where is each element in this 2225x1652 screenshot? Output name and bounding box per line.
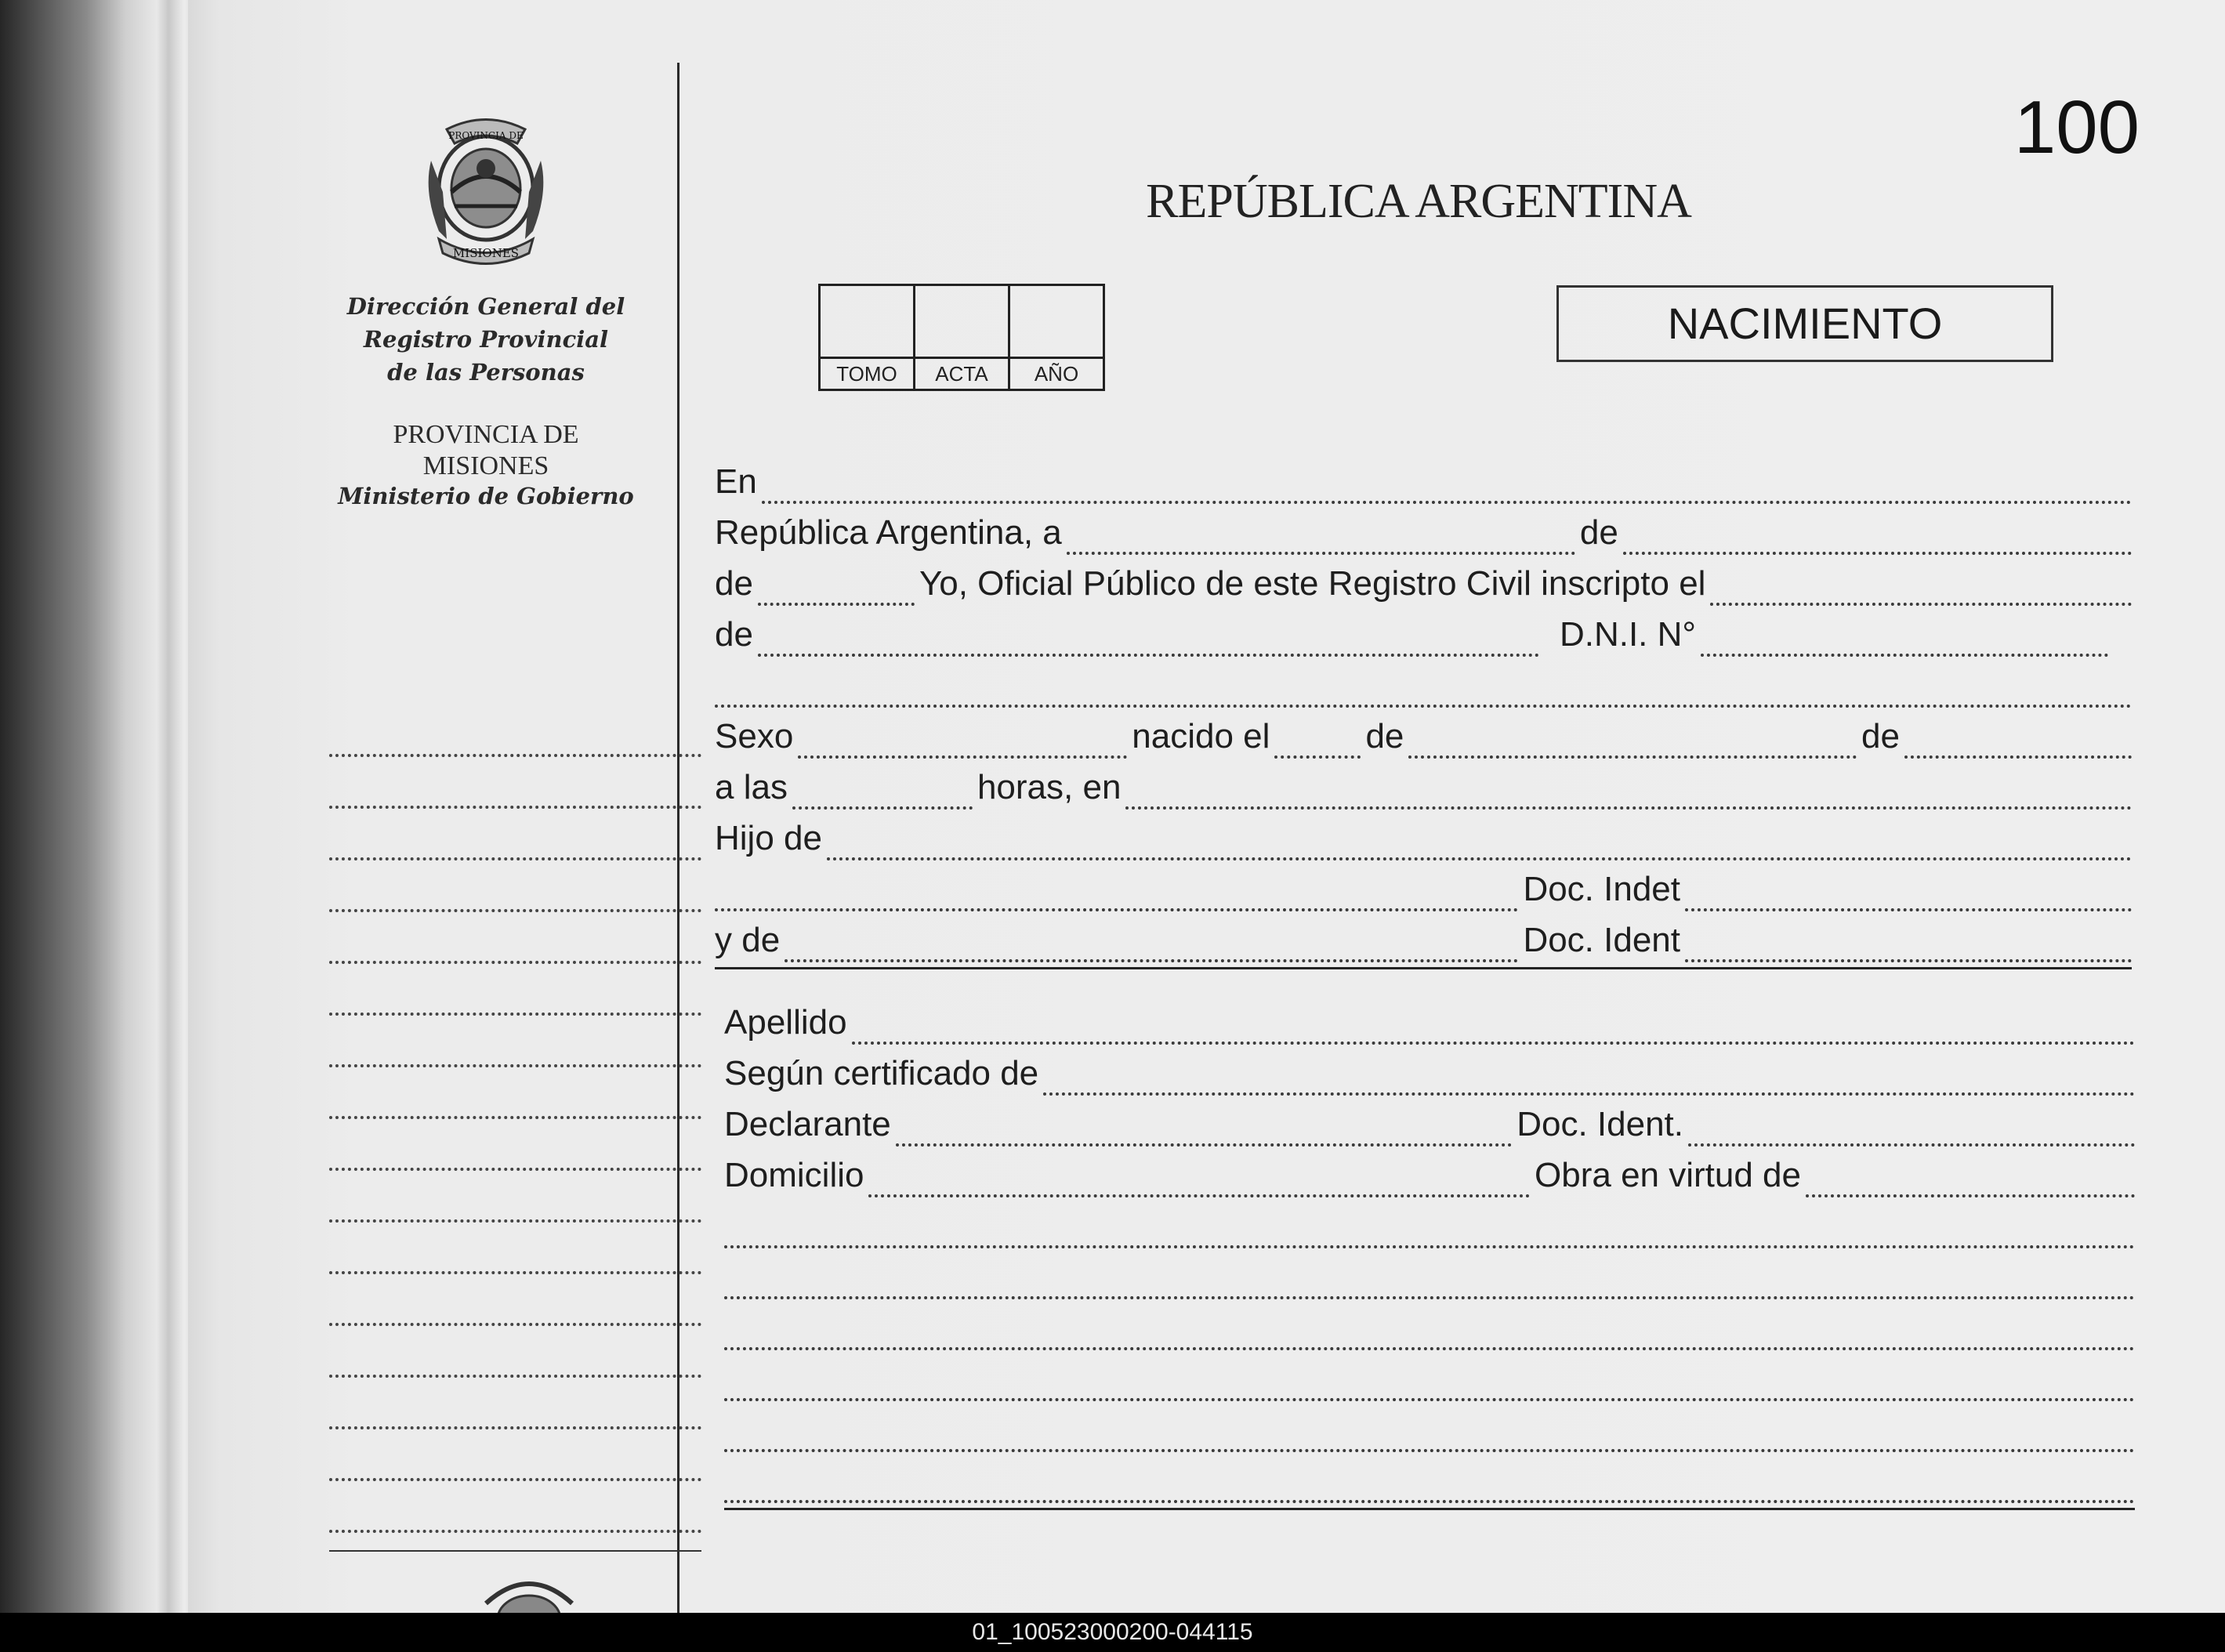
horas-en-label: horas, en — [977, 768, 1122, 806]
doc-ident-label: Doc. Ident — [1523, 921, 1680, 959]
en-label: En — [715, 462, 757, 501]
acta-input[interactable] — [915, 285, 1009, 358]
month-field[interactable] — [1623, 552, 2132, 555]
madre-field[interactable] — [785, 959, 1518, 962]
row-segun — [724, 1054, 2135, 1105]
sexo-field[interactable] — [798, 755, 1127, 759]
margin-line[interactable] — [329, 1119, 701, 1171]
margin-line[interactable] — [329, 1481, 701, 1533]
apellido-field[interactable] — [852, 1042, 2135, 1045]
declarante-label: Declarante — [724, 1105, 891, 1143]
note-field[interactable] — [724, 1449, 2135, 1452]
de-label: de — [715, 615, 753, 654]
declarant-fields — [724, 1003, 2135, 1510]
nacido-day-field[interactable] — [1274, 755, 1361, 759]
row-domicilio — [724, 1156, 2135, 1207]
oficial-label: Yo, Oficial Público de este Registro Civil inscripto el — [919, 564, 1706, 603]
nacido-year-field[interactable] — [1904, 755, 2132, 759]
year-field[interactable] — [758, 603, 915, 606]
lugar-field[interactable] — [1125, 806, 2132, 810]
blank-field[interactable] — [715, 705, 2132, 708]
row-apellido — [724, 1003, 2135, 1054]
tomo-acta-anio-table — [818, 284, 1105, 391]
certificado-field[interactable] — [1043, 1092, 2135, 1096]
direccion-general — [313, 290, 658, 389]
tomo-input[interactable] — [820, 285, 915, 358]
record-type-box: NACIMIENTO — [1556, 285, 2053, 362]
note-field[interactable] — [724, 1398, 2135, 1401]
anio-input[interactable] — [1009, 285, 1104, 358]
margin-line[interactable] — [329, 1067, 701, 1119]
row-madre — [715, 921, 2132, 972]
margin-line[interactable] — [329, 1378, 701, 1429]
provincia-heading — [313, 419, 658, 482]
margin-line[interactable] — [329, 860, 701, 912]
row-hora — [715, 768, 2132, 819]
margin-line[interactable] — [329, 1171, 701, 1223]
page-title: REPÚBLICA ARGENTINA — [1146, 175, 1691, 228]
y-de-label: y de — [715, 921, 781, 959]
margin-rule — [329, 1550, 701, 1552]
dni-label: D.N.I. N° — [1559, 615, 1696, 654]
row-doc-indet — [715, 870, 2132, 921]
row-hijo — [715, 819, 2132, 870]
margin-line[interactable] — [329, 1223, 701, 1274]
margin-line[interactable] — [329, 809, 701, 860]
note-field[interactable] — [724, 1245, 2135, 1248]
image-id-footer: 01_100523000200-044115 — [0, 1613, 2225, 1652]
margin-line[interactable] — [329, 964, 701, 1016]
domicilio-label: Domicilio — [724, 1156, 864, 1194]
provincia-line: PROVINCIA DE — [393, 420, 579, 449]
row-note — [724, 1411, 2135, 1462]
padre-cont-field[interactable] — [715, 908, 1518, 911]
margin-line[interactable] — [329, 1429, 701, 1481]
direccion-line: Registro Provincial — [363, 326, 609, 353]
de-label: de — [1861, 717, 1900, 755]
row-note — [724, 1309, 2135, 1360]
inscripto-year-field[interactable] — [758, 654, 1539, 657]
padre-field[interactable] — [827, 857, 2132, 860]
nacido-month-field[interactable] — [1408, 755, 1857, 759]
note-field[interactable] — [724, 1347, 2135, 1350]
de-label: de — [1579, 513, 1618, 552]
margin-line[interactable] — [329, 1274, 701, 1326]
provincia-line: MISIONES — [422, 451, 549, 480]
madre-doc-field[interactable] — [1685, 959, 2132, 962]
section-rule — [724, 1508, 2135, 1510]
en-field[interactable] — [762, 501, 2132, 504]
de-label: de — [1365, 717, 1404, 755]
margin-line[interactable] — [329, 912, 701, 964]
birth-record-fields — [715, 462, 2132, 969]
page-number: 100 — [2013, 85, 2140, 169]
day-field[interactable] — [1067, 552, 1575, 555]
row-note — [724, 1462, 2135, 1513]
margin-line[interactable] — [329, 705, 701, 757]
provincia-misiones-seal — [415, 114, 556, 270]
row-note — [724, 1258, 2135, 1309]
anio-label: AÑO — [1009, 358, 1104, 390]
row-republica — [715, 513, 2132, 564]
apellido-label: Apellido — [724, 1003, 847, 1042]
section-rule — [715, 967, 2132, 969]
margin-line[interactable] — [329, 757, 701, 809]
ministerio: Ministerio de Gobierno — [338, 483, 634, 509]
de-label: de — [715, 564, 753, 603]
row-sexo — [715, 717, 2132, 768]
note-field[interactable] — [724, 1296, 2135, 1299]
domicilio-field[interactable] — [868, 1194, 1530, 1197]
doc-ident-label: Doc. Ident. — [1517, 1105, 1683, 1143]
seal-label-bottom: MISIONES — [452, 246, 520, 260]
margin-line[interactable] — [329, 1326, 701, 1378]
seal-next-page-icon — [470, 1572, 588, 1614]
acta-label: ACTA — [915, 358, 1009, 390]
dni-field[interactable] — [1701, 654, 2108, 657]
a-las-label: a las — [715, 768, 788, 806]
note-field[interactable] — [724, 1500, 2135, 1503]
doc-indet-field[interactable] — [1685, 908, 2132, 911]
row-en — [715, 462, 2132, 513]
declarante-field[interactable] — [896, 1143, 1512, 1147]
nacido-el-label: nacido el — [1132, 717, 1270, 755]
direccion-line: de las Personas — [387, 359, 585, 386]
row-oficial — [715, 564, 2132, 615]
row-blank — [715, 666, 2132, 717]
inscripto-field[interactable] — [1710, 603, 2132, 606]
obra-field[interactable] — [1806, 1194, 2135, 1197]
row-note — [724, 1207, 2135, 1258]
republica-a-label: República Argentina, a — [715, 513, 1062, 552]
direccion-line: Dirección General del — [346, 293, 625, 320]
seal-label-top: PROVINCIA DE — [448, 130, 524, 141]
margin-line[interactable] — [329, 1016, 701, 1067]
tomo-label: TOMO — [820, 358, 915, 390]
obra-label: Obra en virtud de — [1535, 1156, 1801, 1194]
hora-field[interactable] — [792, 806, 973, 810]
row-dni — [715, 615, 2132, 666]
margin-notes-lines — [329, 705, 701, 1552]
declarante-doc-field[interactable] — [1688, 1143, 2135, 1147]
sexo-label: Sexo — [715, 717, 794, 755]
doc-indet-label: Doc. Indet — [1523, 870, 1680, 908]
row-declarante — [724, 1105, 2135, 1156]
row-note — [724, 1360, 2135, 1411]
segun-label: Según certificado de — [724, 1054, 1039, 1092]
hijo-de-label: Hijo de — [715, 819, 822, 857]
